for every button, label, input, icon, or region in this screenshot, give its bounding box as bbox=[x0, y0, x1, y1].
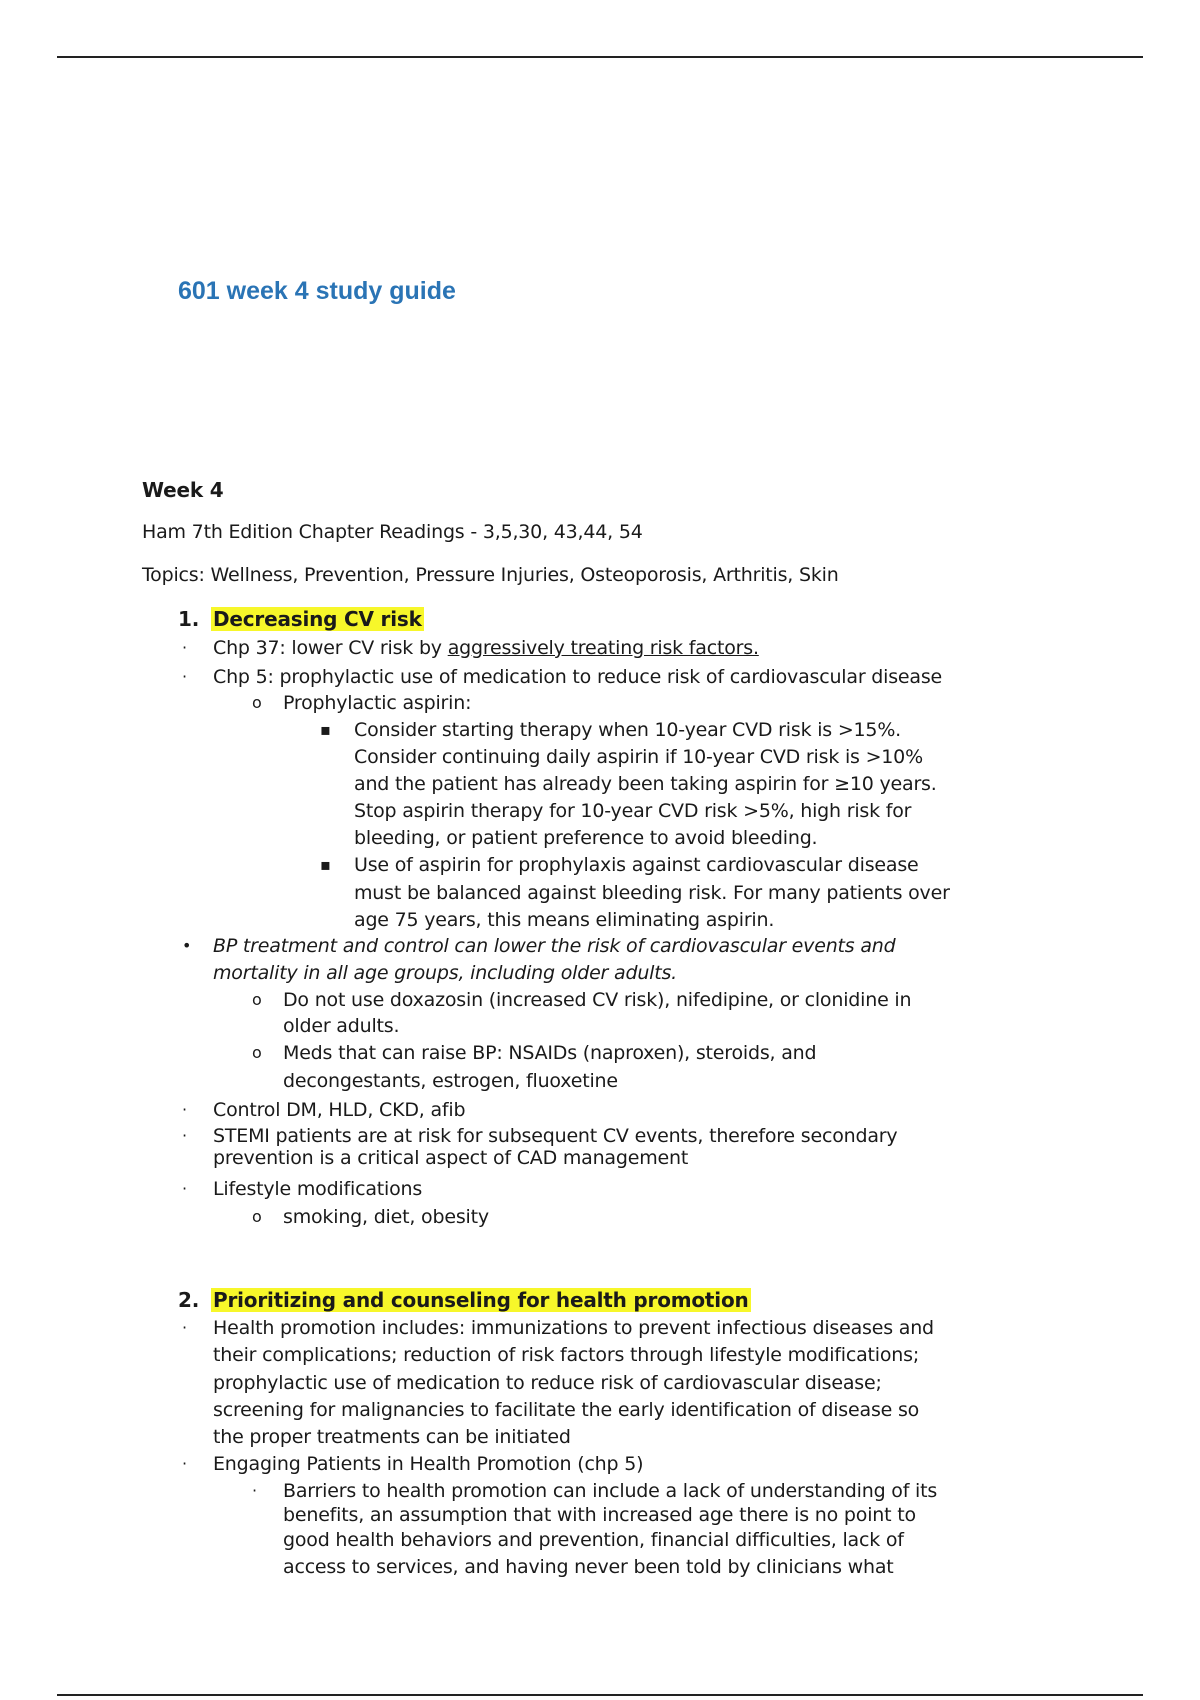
list-item-line: good health behaviors and prevention, financial difficulties, lack of bbox=[283, 1529, 904, 1551]
list-item-line: Stop aspirin therapy for 10-year CVD risk >5%, high risk for bbox=[354, 800, 912, 822]
list-item-line: their complications; reduction of risk factors through lifestyle modifications; bbox=[213, 1344, 920, 1366]
list-item-line: must be balanced against bleeding risk. For many patients over bbox=[354, 882, 950, 904]
top-rule bbox=[57, 56, 1143, 58]
list-item-line: decongestants, estrogen, fluoxetine bbox=[283, 1070, 618, 1092]
bullet-marker: · bbox=[182, 1318, 188, 1337]
list-item-line: Meds that can raise BP: NSAIDs (naproxen), steroids, and bbox=[283, 1042, 817, 1064]
list-item-line: benefits, an assumption that with increased age there is no point to bbox=[283, 1504, 916, 1526]
bullet-marker: ▪ bbox=[320, 720, 331, 739]
section-heading-text: Prioritizing and counseling for health promotion bbox=[213, 1288, 749, 1312]
section-number: 1. bbox=[178, 607, 200, 631]
bullet-marker: o bbox=[252, 990, 262, 1009]
week-heading: Week 4 bbox=[142, 478, 224, 502]
bullet-marker: o bbox=[252, 693, 262, 712]
list-item-line: BP treatment and control can lower the risk of cardiovascular events and bbox=[213, 935, 896, 957]
bullet-marker: · bbox=[182, 667, 188, 686]
section-number: 2. bbox=[178, 1288, 200, 1312]
list-item-line: Use of aspirin for prophylaxis against cardiovascular disease bbox=[354, 854, 919, 876]
text-run: aggressively treating risk factors. bbox=[447, 637, 759, 659]
list-item-line: Do not use doxazosin (increased CV risk), nifedipine, or clonidine in bbox=[283, 989, 912, 1011]
list-item-line: Control DM, HLD, CKD, afib bbox=[213, 1099, 466, 1121]
list-item-line: screening for malignancies to facilitate the early identification of disease so bbox=[213, 1399, 920, 1421]
list-item-line: Prophylactic aspirin: bbox=[283, 692, 472, 714]
list-item-line: smoking, diet, obesity bbox=[283, 1206, 489, 1228]
bullet-marker: ▪ bbox=[320, 855, 331, 874]
list-item-line: Chp 5: prophylactic use of medication to reduce risk of cardiovascular disease bbox=[213, 666, 943, 688]
bullet-marker: · bbox=[182, 1454, 188, 1473]
list-item-line: the proper treatments can be initiated bbox=[213, 1426, 571, 1448]
list-item-line: older adults. bbox=[283, 1015, 400, 1037]
section-heading bbox=[211, 607, 424, 631]
list-item-line: and the patient has already been taking aspirin for ≥10 years. bbox=[354, 773, 937, 795]
bullet-marker: o bbox=[252, 1207, 262, 1226]
bullet-marker: · bbox=[182, 1126, 188, 1145]
section-heading bbox=[211, 1288, 751, 1312]
list-item-line: Barriers to health promotion can include a lack of understanding of its bbox=[283, 1480, 938, 1502]
list-item-line bbox=[213, 636, 759, 660]
bullet-marker: · bbox=[182, 638, 188, 657]
list-item-line: Lifestyle modifications bbox=[213, 1178, 423, 1200]
list-item-line: prevention is a critical aspect of CAD management bbox=[213, 1147, 689, 1169]
text-run: Chp 37: lower CV risk by bbox=[213, 637, 448, 659]
topics-line: Topics: Wellness, Prevention, Pressure Injuries, Osteoporosis, Arthritis, Skin bbox=[142, 564, 839, 586]
bullet-marker: · bbox=[182, 1179, 188, 1198]
list-item-line: STEMI patients are at risk for subsequent CV events, therefore secondary bbox=[213, 1125, 898, 1147]
bullet-marker: o bbox=[252, 1043, 262, 1062]
bullet-marker: · bbox=[182, 1100, 188, 1119]
bullet-marker: • bbox=[182, 936, 192, 955]
list-item-line: Consider starting therapy when 10-year CVD risk is >15%. bbox=[354, 719, 902, 741]
list-item-line: age 75 years, this means eliminating aspirin. bbox=[354, 909, 775, 931]
list-item-line: Health promotion includes: immunizations to prevent infectious diseases and bbox=[213, 1317, 934, 1339]
bottom-rule bbox=[57, 1694, 1143, 1696]
list-item-line: prophylactic use of medication to reduce risk of cardiovascular disease; bbox=[213, 1372, 882, 1394]
list-item-line: Consider continuing daily aspirin if 10-year CVD risk is >10% bbox=[354, 746, 923, 768]
bullet-marker: · bbox=[252, 1481, 258, 1500]
list-item-line: access to services, and having never been told by clinicians what bbox=[283, 1556, 894, 1578]
readings-line: Ham 7th Edition Chapter Readings - 3,5,30, 43,44, 54 bbox=[142, 521, 643, 543]
list-item-line: mortality in all age groups, including older adults. bbox=[213, 962, 678, 984]
document-title: 601 week 4 study guide bbox=[178, 277, 456, 305]
list-item-line: bleeding, or patient preference to avoid bleeding. bbox=[354, 827, 818, 849]
section-heading-text: Decreasing CV risk bbox=[213, 607, 422, 631]
list-item-line: Engaging Patients in Health Promotion (chp 5) bbox=[213, 1453, 644, 1475]
